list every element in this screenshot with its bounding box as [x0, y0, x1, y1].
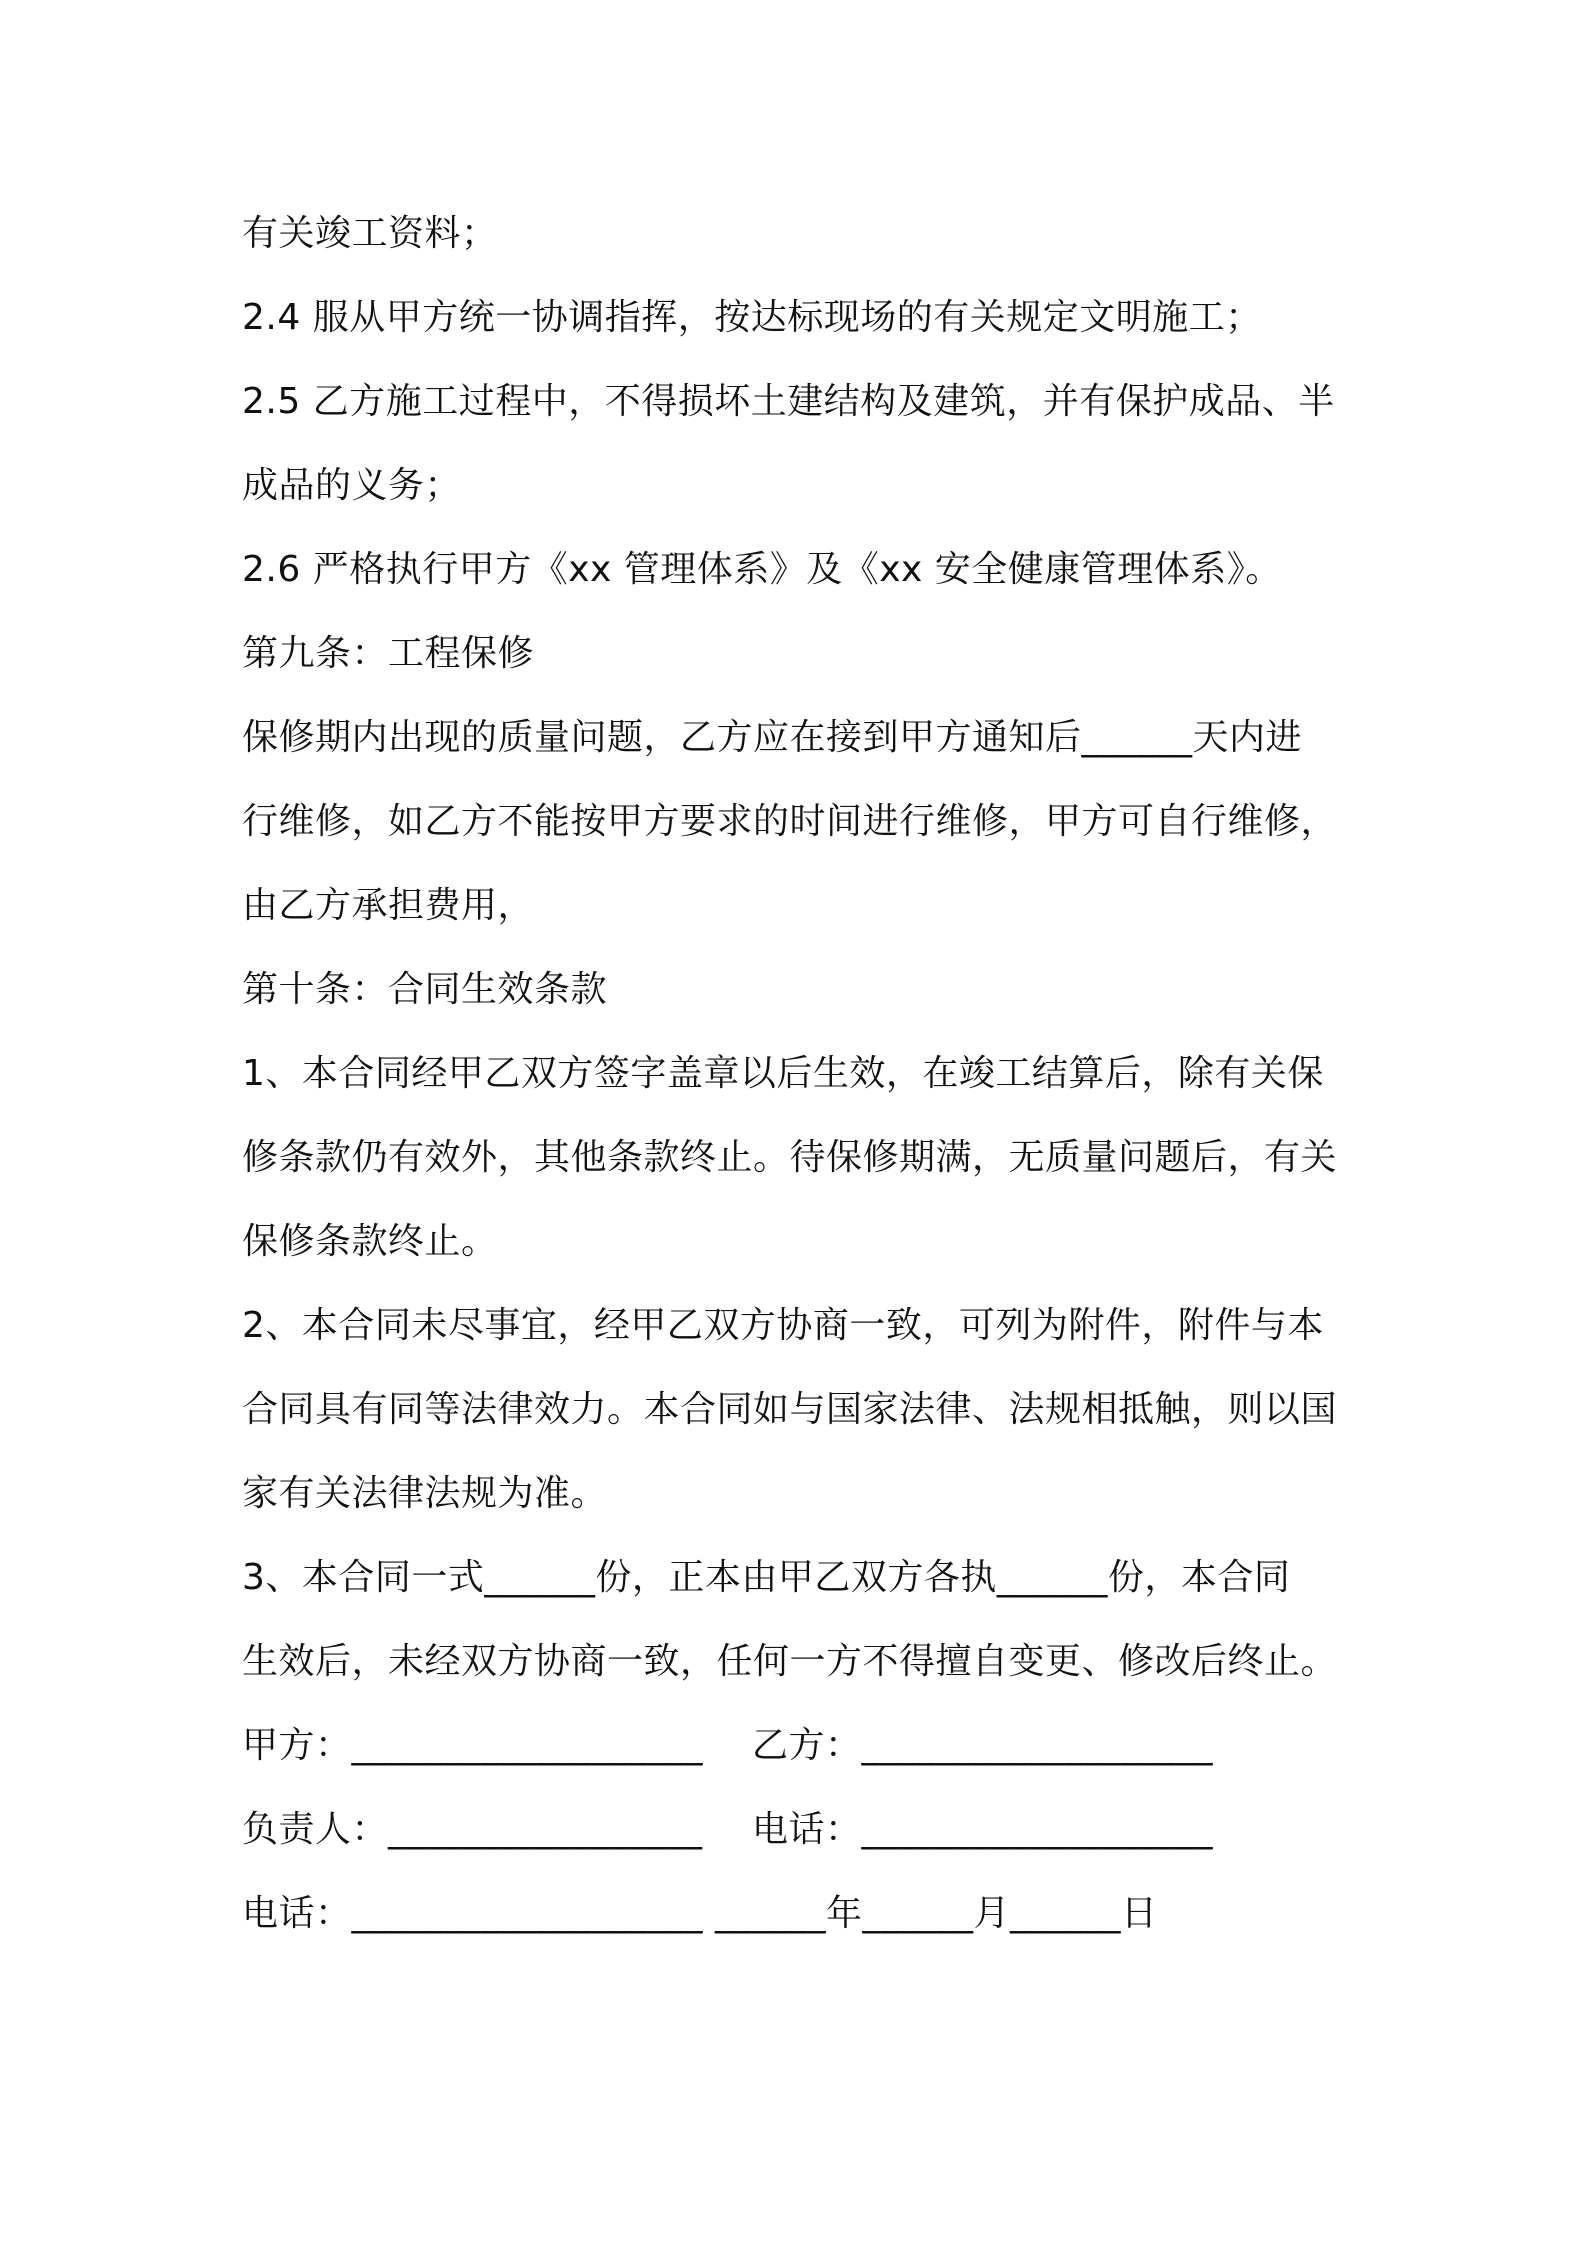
body-line: 保修期内出现的质量问题，乙方应在接到甲方通知后______天内进 — [242, 717, 1303, 758]
document-page — [242, 192, 1362, 1956]
party-b-phone-field: 电话：___________________ — [752, 1809, 1214, 1850]
body-line: 合同具有同等法律效力。本合同如与国家法律、法规相抵触，则以国 — [242, 1389, 1338, 1430]
party-b-signature-field: 乙方：___________________ — [752, 1725, 1214, 1766]
body-line: 由乙方承担费用， — [242, 885, 535, 926]
body-line: 行维修，如乙方不能按甲方要求的时间进行维修，甲方可自行维修， — [242, 801, 1338, 842]
body-line: 家有关法律法规为准。 — [242, 1473, 608, 1514]
body-line: 有关竣工资料； — [242, 213, 498, 254]
body-line: 保修条款终止。 — [242, 1221, 498, 1262]
section-heading: 第九条：工程保修 — [242, 633, 535, 674]
phone-and-date-field: 电话：___________________ ______年______月______日 — [242, 1893, 1158, 1934]
party-a-signature-field: 甲方：___________________ — [242, 1725, 704, 1766]
body-line: 1、本合同经甲乙双方签字盖章以后生效，在竣工结算后，除有关保 — [242, 1053, 1324, 1094]
body-line: 2、本合同未尽事宜，经甲乙双方协商一致，可列为附件，附件与本 — [242, 1305, 1324, 1346]
person-in-charge-field: 负责人：_________________ — [242, 1809, 703, 1850]
signature-row-date — [242, 1872, 1362, 1956]
body-line: 修条款仍有效外，其他条款终止。待保修期满，无质量问题后，有关 — [242, 1137, 1338, 1178]
signature-row-parties — [242, 1704, 1362, 1788]
body-line: 成品的义务； — [242, 465, 462, 506]
body-line: 2.4 服从甲方统一协调指挥，按达标现场的有关规定文明施工； — [242, 297, 1262, 338]
body-line: 2.5 乙方施工过程中，不得损坏土建结构及建筑，并有保护成品、半 — [242, 381, 1335, 422]
section-heading: 第十条：合同生效条款 — [242, 969, 608, 1010]
body-line: 2.6 严格执行甲方《xx 管理体系》及《xx 安全健康管理体系》。 — [242, 549, 1282, 590]
body-line: 生效后，未经双方协商一致，任何一方不得擅自变更、修改后终止。 — [242, 1641, 1338, 1682]
signature-row-contacts — [242, 1788, 1362, 1872]
body-line: 3、本合同一式______份，正本由甲乙双方各执______份，本合同 — [242, 1557, 1291, 1598]
